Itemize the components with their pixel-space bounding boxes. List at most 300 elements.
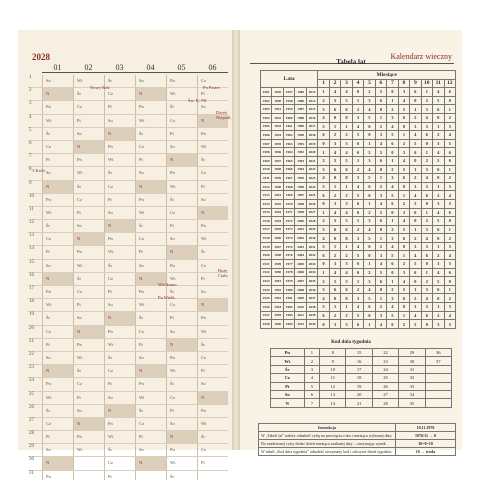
day-cell[interactable]: Cz	[197, 260, 228, 272]
years-table	[260, 70, 456, 329]
day-cell[interactable]: Wt	[166, 365, 197, 377]
month-offset-cell: 2	[329, 191, 340, 200]
day-cell[interactable]: So	[73, 220, 104, 232]
year-cell: 2037	[306, 294, 317, 303]
day-cell[interactable]: N	[42, 181, 73, 193]
month-offset-cell: 1	[364, 260, 375, 269]
month-offset-cell: 6	[421, 191, 432, 200]
day-cell[interactable]: So	[104, 299, 135, 311]
day-cell[interactable]: Pt	[73, 115, 104, 127]
day-cell[interactable]: Pt	[135, 339, 166, 351]
day-cell[interactable]: So	[42, 167, 73, 179]
weekday-code: 35	[399, 399, 425, 407]
day-cell[interactable]: Pn	[135, 194, 166, 206]
day-cell[interactable]: So	[42, 444, 73, 456]
holiday-label: 3 Króli	[32, 168, 45, 173]
month-offset-cell: 6	[329, 105, 340, 114]
day-cell[interactable]: N	[197, 392, 228, 404]
day-cell[interactable]: Wt	[104, 246, 135, 258]
day-cell[interactable]: Śr	[42, 220, 73, 232]
weekday-code: 29	[399, 349, 425, 357]
day-cell[interactable]: Pt	[197, 181, 228, 193]
day-cell[interactable]: Cz	[104, 181, 135, 193]
month-offset-cell: 2	[444, 294, 456, 303]
day-cell[interactable]	[197, 471, 228, 480]
day-cell[interactable]: Pn	[135, 286, 166, 298]
month-offset-cell: 6	[421, 311, 432, 320]
month-offset-cell: 3	[329, 320, 340, 329]
day-cell[interactable]: Śr	[104, 260, 135, 272]
weekday-code-row	[271, 365, 452, 373]
day-cell[interactable]: Pn	[42, 378, 73, 390]
day-row	[28, 167, 228, 180]
day-cell[interactable]: Pt	[42, 154, 73, 166]
month-offset-cell: 3	[398, 268, 409, 277]
day-cell[interactable]: Śr	[135, 220, 166, 232]
day-cell[interactable]: Śr	[166, 471, 197, 480]
day-cell[interactable]: Śr	[135, 312, 166, 324]
month-number: 7	[387, 79, 398, 88]
day-cell[interactable]: N	[104, 405, 135, 417]
day-cell[interactable]: Cz	[135, 418, 166, 430]
day-cell[interactable]: N	[197, 299, 228, 311]
day-number: 4	[29, 114, 32, 120]
month-offset-cell: 1	[318, 268, 329, 277]
day-cell[interactable]: Śr	[104, 167, 135, 179]
day-cell[interactable]: N	[42, 365, 73, 377]
day-cell[interactable]: Cz	[166, 115, 197, 127]
day-cell[interactable]: Wt	[135, 115, 166, 127]
day-cell[interactable]: Cz	[42, 418, 73, 430]
month-offset-cell: 6	[444, 208, 456, 217]
year-cell: 2007	[295, 277, 306, 286]
day-cell[interactable]: Pt	[73, 299, 104, 311]
day-cell[interactable]: Wt	[42, 299, 73, 311]
day-cell[interactable]: Cz	[104, 365, 135, 377]
weekday-code: 16	[346, 357, 372, 365]
day-cell[interactable]: Wt	[166, 457, 197, 469]
weekday-code: 34	[399, 390, 425, 398]
day-cell[interactable]: Śr	[42, 128, 73, 140]
day-cell[interactable]: N	[42, 273, 73, 285]
day-cell[interactable]: So	[104, 115, 135, 127]
day-cell[interactable]: So	[166, 233, 197, 245]
day-cell[interactable]: Pn	[104, 141, 135, 153]
day-cell[interactable]: Pn	[73, 339, 104, 351]
day-cell[interactable]: So	[73, 312, 104, 324]
day-cell[interactable]: So	[197, 101, 228, 113]
day-cell[interactable]: Wt	[73, 444, 104, 456]
day-cell[interactable]: Pn	[42, 471, 73, 480]
day-cell[interactable]: Pt	[135, 246, 166, 258]
year-cell: 1909	[261, 156, 272, 165]
day-cell[interactable]: Cz	[197, 444, 228, 456]
day-cell[interactable]: Pt	[73, 392, 104, 404]
day-cell[interactable]: Cz	[42, 233, 73, 245]
day-cell[interactable]: N	[42, 457, 73, 469]
month-offset-cell: 4	[387, 182, 398, 191]
day-cell[interactable]: Pt	[135, 154, 166, 166]
month-offset-cell: 3	[398, 208, 409, 217]
month-offset-cell: 1	[329, 122, 340, 131]
day-cell[interactable]: Śr	[166, 194, 197, 206]
month-offset-cell: 0	[398, 242, 409, 251]
day-cell[interactable]: Śr	[166, 101, 197, 113]
month-offset-cell: 0	[352, 88, 363, 97]
month-offset-cell: 3	[341, 139, 352, 148]
day-cell[interactable]: Cz	[73, 194, 104, 206]
day-cell[interactable]: Pn	[104, 418, 135, 430]
day-cell[interactable]: Pn	[166, 167, 197, 179]
day-cell[interactable]	[73, 471, 104, 480]
day-cell[interactable]: So	[42, 75, 73, 87]
month-offset-cell: 0	[398, 182, 409, 191]
day-cell[interactable]: N	[166, 339, 197, 351]
day-cell[interactable]: So	[104, 392, 135, 404]
day-cell[interactable]: So	[135, 352, 166, 364]
day-cell[interactable]: N	[42, 88, 73, 100]
weekday-code: 12	[320, 382, 346, 390]
day-cell[interactable]: Pt	[104, 286, 135, 298]
day-cell[interactable]: Pt	[197, 365, 228, 377]
year-cell: 1984	[283, 320, 294, 329]
day-cell[interactable]: Wt	[135, 207, 166, 219]
month-offset-cell: 5	[421, 303, 432, 312]
day-cell[interactable]: N	[73, 233, 104, 245]
month-offset-cell: 6	[318, 251, 329, 260]
day-cell[interactable]: Śr	[197, 246, 228, 258]
day-cell[interactable]: Pt	[73, 207, 104, 219]
day-cell[interactable]: Śr	[42, 405, 73, 417]
day-cell[interactable]: So	[166, 141, 197, 153]
month-offset-cell: 0	[387, 268, 398, 277]
day-cell[interactable]: Cz	[104, 88, 135, 100]
day-cell[interactable]: N	[104, 220, 135, 232]
day-cell[interactable]: Pn	[73, 431, 104, 443]
day-cell[interactable]: So	[104, 207, 135, 219]
day-row	[28, 115, 228, 128]
day-cell[interactable]: N	[73, 141, 104, 153]
day-cell[interactable]: Wt	[197, 233, 228, 245]
day-cell[interactable]: Cz	[135, 326, 166, 338]
day-cell[interactable]: So	[166, 418, 197, 430]
month-offset-cell: 4	[433, 88, 444, 97]
year-cell: 2018	[306, 131, 317, 140]
day-cell[interactable]: Śr	[73, 365, 104, 377]
month-offset-cell: 1	[375, 113, 386, 122]
day-cell[interactable]: Pt	[42, 339, 73, 351]
month-offset-cell: 0	[398, 122, 409, 131]
month-offset-cell: 5	[398, 165, 409, 174]
year-cell: 2023	[306, 174, 317, 183]
year-cell: 1913	[261, 191, 272, 200]
month-offset-cell: 0	[433, 113, 444, 122]
year-cell: 2039	[306, 311, 317, 320]
day-cell[interactable]	[135, 471, 166, 480]
day-cell[interactable]: Wt	[135, 299, 166, 311]
day-cell[interactable]: Pt	[42, 246, 73, 258]
day-cell[interactable]: N	[73, 418, 104, 430]
year-row	[261, 113, 456, 122]
day-cell[interactable]: Cz	[166, 392, 197, 404]
book-gutter	[232, 30, 240, 450]
day-cell[interactable]: Pn	[104, 326, 135, 338]
day-cell[interactable]: Śr	[73, 181, 104, 193]
month-offset-cell: 4	[444, 191, 456, 200]
day-cell[interactable]: Śr	[166, 286, 197, 298]
day-cell[interactable]: So	[135, 167, 166, 179]
year-cell: 1940	[272, 182, 283, 191]
day-cell[interactable]: Pn	[73, 154, 104, 166]
day-cell[interactable]: So	[135, 260, 166, 272]
day-cell[interactable]: Cz	[197, 352, 228, 364]
day-row	[28, 352, 228, 365]
day-number: 14	[29, 246, 34, 252]
day-cell[interactable]: Wt	[42, 115, 73, 127]
day-cell[interactable]: Wt	[197, 418, 228, 430]
day-cell[interactable]: Pn	[73, 246, 104, 258]
day-cell[interactable]: Śr	[73, 273, 104, 285]
year-cell: 1912	[261, 182, 272, 191]
day-cell[interactable]: Pn	[197, 405, 228, 417]
month-offset-cell: 2	[364, 268, 375, 277]
day-cell[interactable]: Pt	[104, 471, 135, 480]
day-cell[interactable]: So	[197, 378, 228, 390]
day-cell[interactable]: Cz	[166, 207, 197, 219]
year-row	[261, 156, 456, 165]
day-cell[interactable]: So	[197, 194, 228, 206]
month-offset-cell: 2	[341, 311, 352, 320]
day-cell[interactable]: Pt	[42, 431, 73, 443]
day-cell[interactable]: Cz	[166, 299, 197, 311]
day-cell[interactable]: Cz	[135, 141, 166, 153]
day-cell[interactable]: Pt	[197, 273, 228, 285]
day-cell[interactable]: Śr	[135, 405, 166, 417]
year-cell: 2025	[306, 191, 317, 200]
month-offset-cell: 1	[352, 96, 363, 105]
day-cell[interactable]: Pn	[42, 286, 73, 298]
day-cell[interactable]: Wt	[166, 88, 197, 100]
year-row	[261, 260, 456, 269]
day-cell[interactable]: N	[197, 207, 228, 219]
day-cell[interactable]: Pt	[166, 405, 197, 417]
year-cell: 2002	[295, 234, 306, 243]
day-cell[interactable]: Wt	[73, 352, 104, 364]
day-cell[interactable]: Wt	[42, 207, 73, 219]
year-cell: 1930	[272, 96, 283, 105]
day-cell[interactable]: So	[73, 405, 104, 417]
day-cell[interactable]: Pn	[166, 75, 197, 87]
day-cell[interactable]: Wt	[42, 392, 73, 404]
day-cell[interactable]: Pn	[197, 312, 228, 324]
day-cell[interactable]: Pn	[104, 233, 135, 245]
month-number: 4	[352, 79, 363, 88]
day-cell[interactable]: Pt	[166, 312, 197, 324]
year-cell: 2026	[306, 199, 317, 208]
day-cell[interactable]: Cz	[42, 141, 73, 153]
day-cell[interactable]: Cz	[104, 273, 135, 285]
day-cell[interactable]: Wt	[197, 141, 228, 153]
day-cell[interactable]: Pt	[166, 128, 197, 140]
day-cell[interactable]: Śr	[42, 312, 73, 324]
weekday-code-row	[271, 399, 452, 407]
day-cell[interactable]: Cz	[73, 286, 104, 298]
day-cell[interactable]: Cz	[73, 378, 104, 390]
year-row	[261, 122, 456, 131]
day-cell[interactable]: N	[73, 326, 104, 338]
day-cell[interactable]: Pt	[197, 457, 228, 469]
month-offset-cell: 0	[375, 105, 386, 114]
month-offset-cell: 4	[444, 251, 456, 260]
day-cell[interactable]: Śr	[197, 339, 228, 351]
day-cell[interactable]: N	[135, 88, 166, 100]
year-cell: 2021	[306, 156, 317, 165]
day-cell[interactable]: Pt	[197, 88, 228, 100]
day-cell[interactable]: So	[166, 326, 197, 338]
year-cell: 2015	[306, 105, 317, 114]
day-cell[interactable]: Wt	[104, 154, 135, 166]
month-offset-cell: 2	[444, 113, 456, 122]
month-offset-cell: 4	[329, 268, 340, 277]
day-cell[interactable]: Wt	[73, 260, 104, 272]
month-offset-cell: 2	[421, 156, 432, 165]
month-offset-cell: 5	[329, 156, 340, 165]
day-cell[interactable]: N	[197, 115, 228, 127]
day-cell[interactable]: Pt	[104, 378, 135, 390]
day-cell[interactable]: N	[135, 457, 166, 469]
weekday-code: 20	[346, 390, 372, 398]
day-cell[interactable]: Pn	[197, 220, 228, 232]
day-cell[interactable]: N	[166, 431, 197, 443]
month-offset-cell: 1	[341, 122, 352, 131]
day-cell[interactable]: Wt	[73, 167, 104, 179]
month-offset-cell: 6	[352, 260, 363, 269]
day-cell[interactable]: Wt	[197, 326, 228, 338]
weekday-code-row	[271, 382, 452, 390]
month-offset-cell: 3	[433, 260, 444, 269]
day-cell[interactable]: Pt	[135, 431, 166, 443]
day-cell[interactable]: Pn	[135, 101, 166, 113]
day-cell[interactable]: Pn	[166, 352, 197, 364]
month-offset-cell: 2	[318, 96, 329, 105]
day-cell[interactable]: Pt	[104, 101, 135, 113]
month-offset-cell: 3	[318, 285, 329, 294]
day-cell[interactable]: Pn	[42, 194, 73, 206]
year-row	[261, 251, 456, 260]
month-offset-cell: 6	[444, 268, 456, 277]
day-cell[interactable]: Śr	[166, 378, 197, 390]
weekday-code-row	[271, 390, 452, 398]
weekday-label: Wt	[271, 357, 305, 365]
day-cell[interactable]: Śr	[197, 431, 228, 443]
year-cell: 2008	[295, 285, 306, 294]
day-cell[interactable]: Cz	[197, 75, 228, 87]
year-row	[261, 165, 456, 174]
day-cell[interactable]: Wt	[166, 181, 197, 193]
day-cell[interactable]: Pn	[166, 444, 197, 456]
day-cell[interactable]: N	[135, 273, 166, 285]
day-cell[interactable]: Wt	[73, 75, 104, 87]
day-cell[interactable]: Pt	[166, 220, 197, 232]
day-cell[interactable]: Cz	[197, 167, 228, 179]
day-cell[interactable]: So	[42, 352, 73, 364]
day-cell[interactable]: Śr	[197, 154, 228, 166]
day-number: 15	[29, 259, 34, 265]
day-cell[interactable]: Cz	[104, 457, 135, 469]
month-offset-cell: 5	[329, 96, 340, 105]
day-cell[interactable]: Śr	[135, 128, 166, 140]
year-cell: 1937	[272, 156, 283, 165]
month-offset-cell: 3	[421, 105, 432, 114]
weekday-code	[425, 399, 451, 407]
day-cell[interactable]: Śr	[73, 88, 104, 100]
day-number: 24	[29, 378, 34, 384]
day-cell[interactable]: So	[73, 128, 104, 140]
month-offset-cell: 6	[375, 217, 386, 226]
month-offset-cell: 2	[410, 174, 421, 183]
day-row	[28, 207, 228, 220]
month-offset-cell: 1	[318, 88, 329, 97]
year-label: 2028	[32, 52, 50, 62]
year-cell: 2011	[295, 311, 306, 320]
day-cell[interactable]: Pn	[197, 128, 228, 140]
month-offset-cell: 6	[341, 285, 352, 294]
month-offset-cell: 2	[433, 191, 444, 200]
day-cell[interactable]: So	[197, 286, 228, 298]
month-offset-cell: 3	[421, 165, 432, 174]
month-offset-cell: 2	[375, 242, 386, 251]
day-cell[interactable]: Pn	[166, 260, 197, 272]
day-cell[interactable]: Pn	[135, 378, 166, 390]
weekday-code: 30	[399, 357, 425, 365]
year-cell: 1957	[283, 88, 294, 97]
day-cell[interactable]: N	[104, 312, 135, 324]
month-offset-cell: 4	[421, 113, 432, 122]
day-cell[interactable]: N	[104, 128, 135, 140]
day-cell[interactable]: Wt	[104, 431, 135, 443]
day-cell[interactable]: Wt	[166, 273, 197, 285]
day-cell[interactable]	[73, 457, 104, 469]
day-cell[interactable]: Cz	[42, 326, 73, 338]
day-cell[interactable]: Wt	[104, 339, 135, 351]
day-cell[interactable]: Śr	[104, 352, 135, 364]
year-cell: 1921	[261, 260, 272, 269]
day-row	[28, 273, 228, 286]
day-cell[interactable]: N	[166, 154, 197, 166]
day-cell[interactable]: Cz	[73, 101, 104, 113]
year-cell: 1982	[283, 303, 294, 312]
day-cell[interactable]: Śr	[104, 75, 135, 87]
day-cell[interactable]: Wt	[135, 392, 166, 404]
day-cell[interactable]: Pt	[104, 194, 135, 206]
year-cell: 1971	[283, 208, 294, 217]
month-offset-cell: 6	[398, 294, 409, 303]
day-cell[interactable]: N	[135, 365, 166, 377]
day-cell[interactable]: So	[42, 260, 73, 272]
day-cell[interactable]: N	[135, 181, 166, 193]
day-cell[interactable]: N	[166, 246, 197, 258]
weekday-code	[425, 390, 451, 398]
month-offset-cell: 5	[398, 225, 409, 234]
month-offset-cell: 3	[433, 320, 444, 329]
day-cell[interactable]: So	[135, 444, 166, 456]
day-cell[interactable]: Cz	[135, 233, 166, 245]
day-cell[interactable]: Pn	[42, 101, 73, 113]
day-cell[interactable]: Śr	[104, 444, 135, 456]
month-offset-cell: 6	[433, 285, 444, 294]
day-cell[interactable]: So	[135, 75, 166, 87]
month-offset-cell: 2	[375, 122, 386, 131]
